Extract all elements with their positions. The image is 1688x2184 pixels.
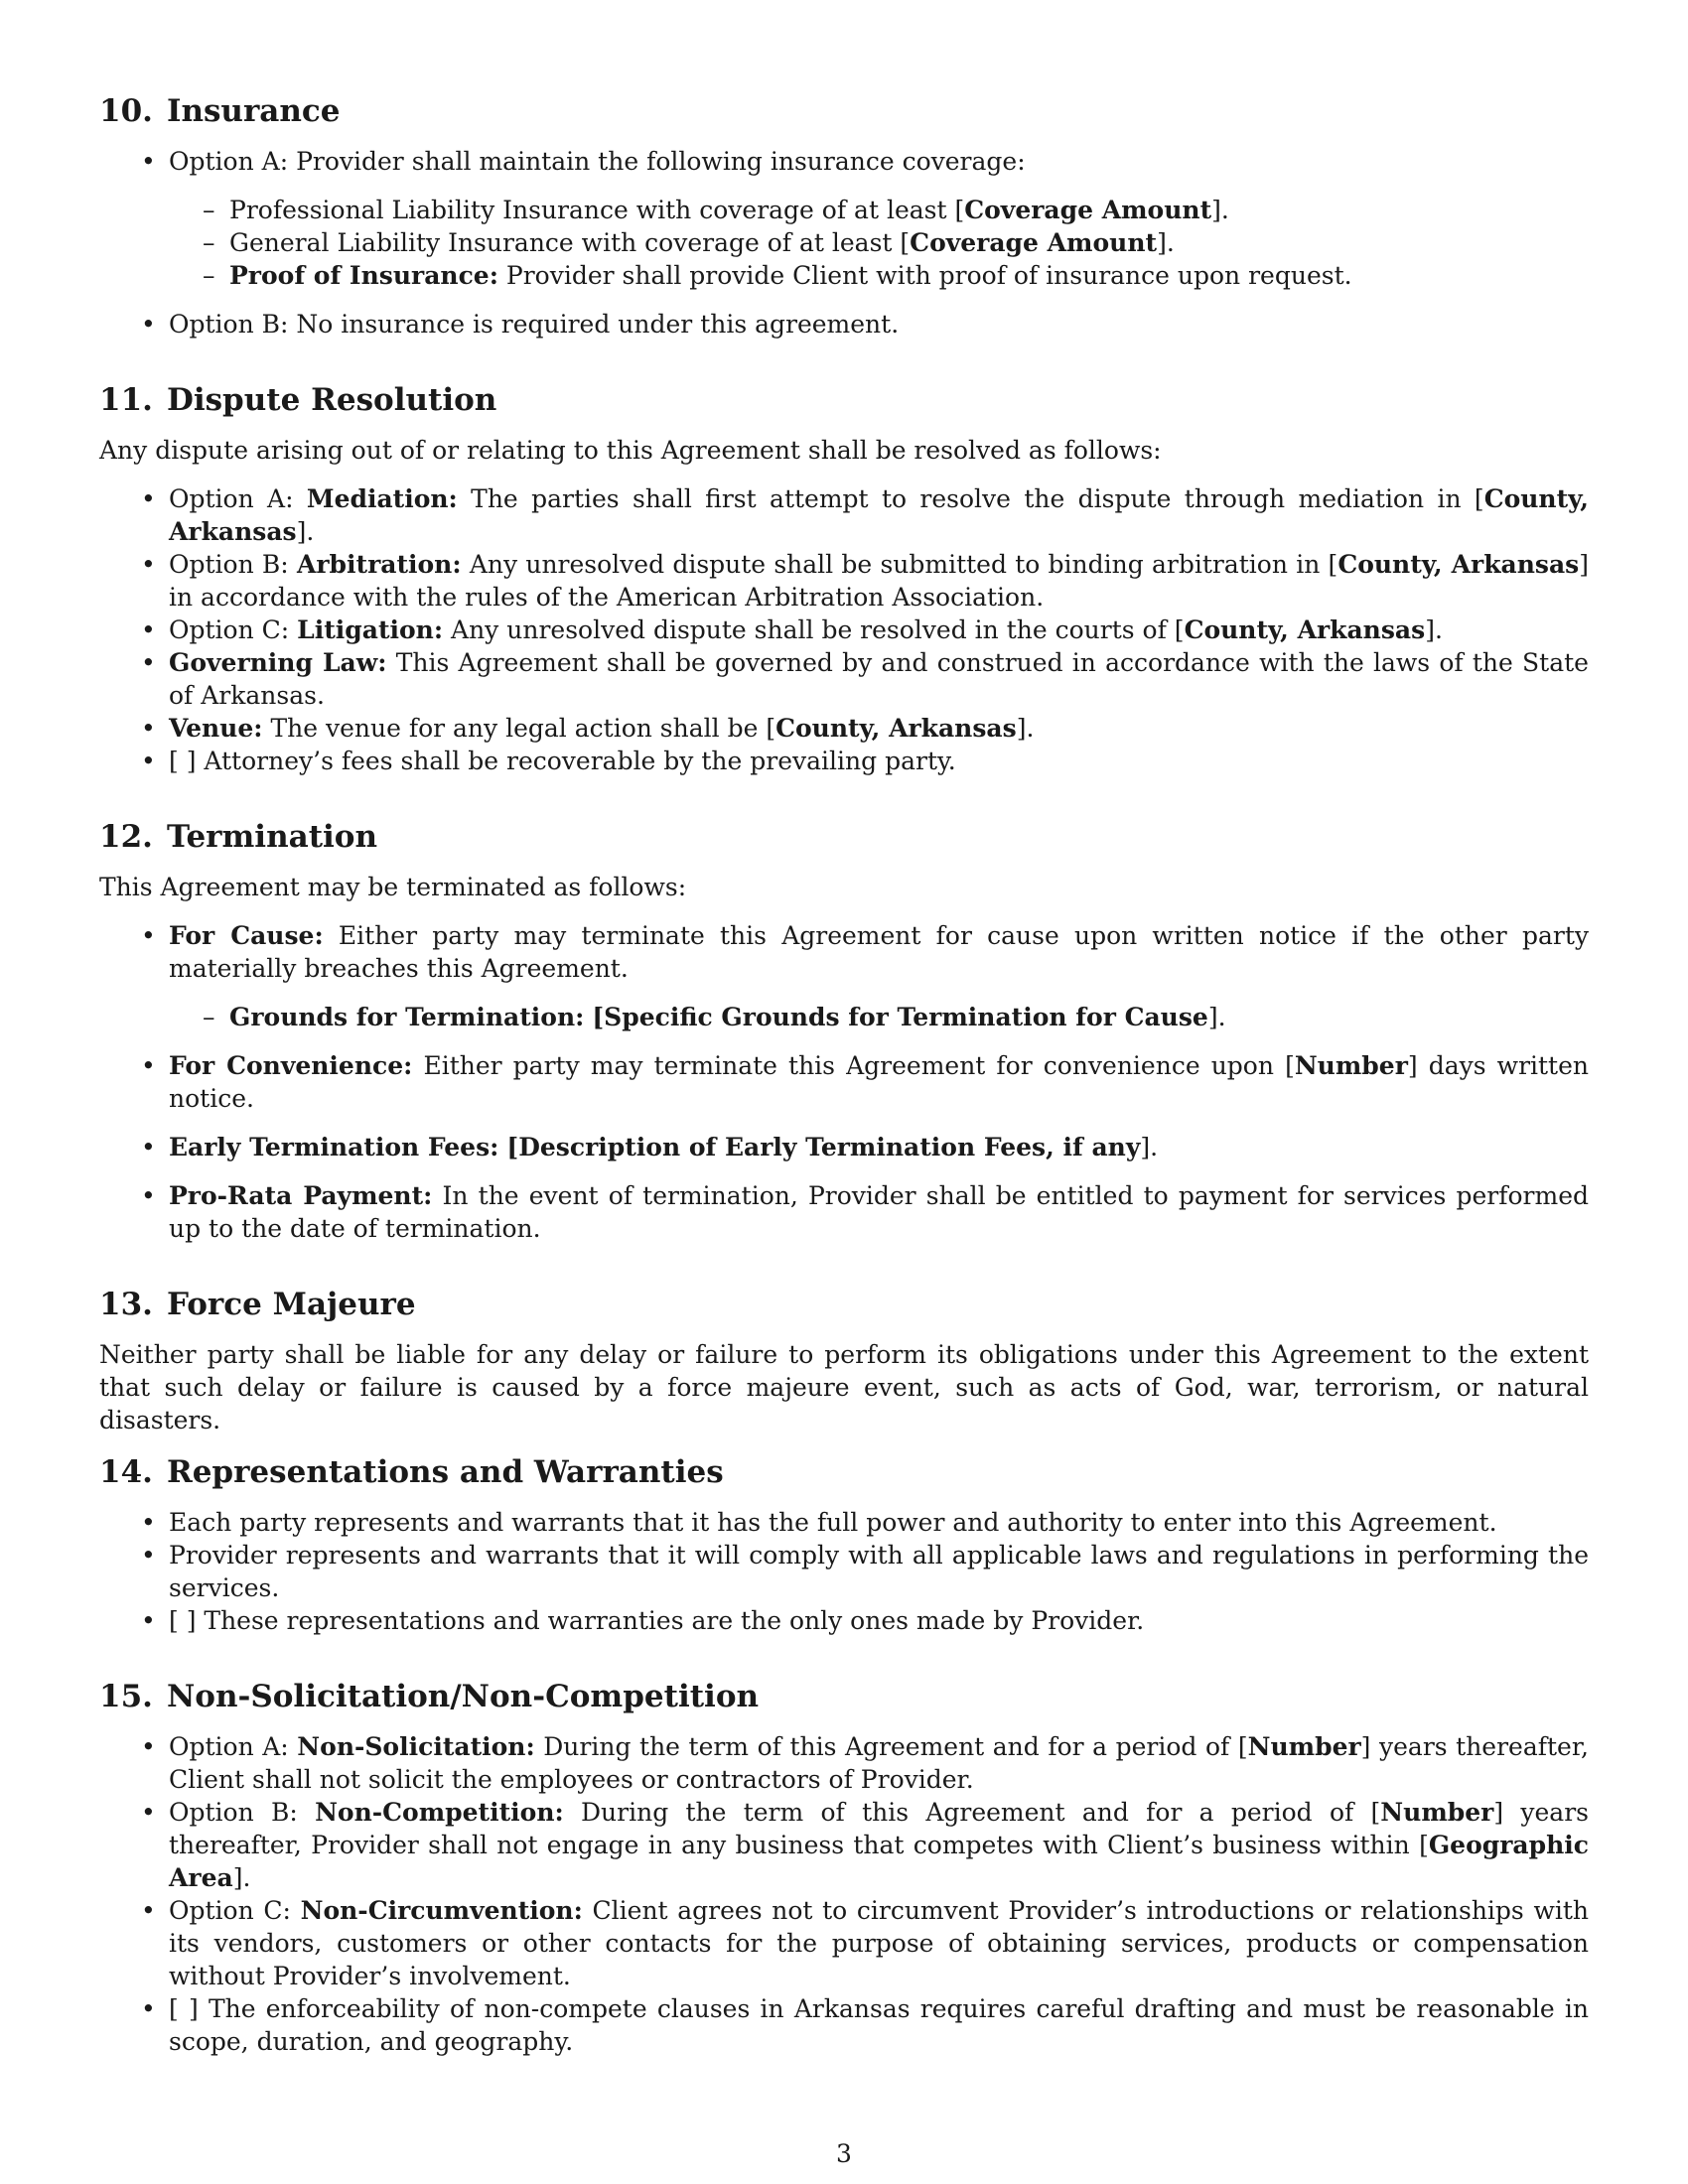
- list-item: • [ ] These representations and warranties are the only ones made by Provider.: [99, 1604, 1589, 1637]
- list-item: • [ ] The enforceability of non-compete clauses in Arkansas requires careful drafting and must be reasonable in scope, duration, and geography.: [99, 1992, 1589, 2058]
- section-termination: [99, 817, 1589, 1245]
- sub-list-item: – Proof of Insurance: Provider shall provide Client with proof of insurance upon request.: [169, 259, 1589, 292]
- list-item: • Option B: Non-Competition: During the term of this Agreement and for a period of [Number] years thereafter, Provider shall not engage in any business that competes with Client’s business within [Geographic Area].: [99, 1796, 1589, 1894]
- bullet-list: [99, 919, 1589, 1245]
- list-item: • Governing Law: This Agreement shall be governed by and construed in accordance with the laws of the State of Arkansas.: [99, 646, 1589, 712]
- list-item: • Option A: Non-Solicitation: During the term of this Agreement and for a period of [Number] years thereafter, Client shall not solicit the employees or contractors of Provider.: [99, 1730, 1589, 1796]
- section-non-solicitation: [99, 1677, 1589, 2058]
- section-body: Neither party shall be liable for any delay or failure to perform its obligations under this Agreement to the extent that such delay or failure is caused by a force majeure event, such as acts of God, war, terrorism, or natural disasters.: [99, 1340, 1589, 1434]
- list-item: • Option B: Arbitration: Any unresolved dispute shall be submitted to binding arbitration in [County, Arkansas] in accordance with the rules of the American Arbitration Association.: [99, 548, 1589, 614]
- list-item: • For Cause: Either party may terminate this Agreement for cause upon written notice if the other party materially breaches this Agreement. – Grounds for Termination: [Specific Grounds for Termination for Cause].: [99, 919, 1589, 1033]
- bullet-list: [99, 145, 1589, 341]
- section-dispute-resolution: [99, 380, 1589, 777]
- section-force-majeure: [99, 1285, 1589, 1436]
- section-heading: 10. Insurance: [99, 93, 341, 129]
- list-item: • For Convenience: Either party may terminate this Agreement for convenience upon [Number] days written notice.: [99, 1049, 1589, 1115]
- section-intro: Any dispute arising out of or relating to this Agreement shall be resolved as follows:: [99, 436, 1162, 465]
- list-item: • Provider represents and warrants that it will comply with all applicable laws and regulations in performing the services.: [99, 1539, 1589, 1604]
- list-item: • Each party represents and warrants that it has the full power and authority to enter into this Agreement.: [99, 1506, 1589, 1539]
- section-heading: 15. Non-Solicitation/Non-Competition: [99, 1679, 760, 1714]
- section-heading: 11. Dispute Resolution: [99, 382, 497, 418]
- sub-list: [169, 194, 1589, 292]
- bullet-list: [99, 482, 1589, 777]
- list-item: • Venue: The venue for any legal action shall be [County, Arkansas].: [99, 712, 1589, 745]
- page-number: 3: [836, 2139, 852, 2168]
- sub-list: [169, 1001, 1589, 1033]
- list-item: • Option C: Non-Circumvention: Client agrees not to circumvent Provider’s introductions or relationships with its vendors, customers or other contacts for the purpose of obtaining services, products or compensation without Provider’s involvement.: [99, 1894, 1589, 1992]
- list-item: • [ ] Attorney’s fees shall be recoverable by the prevailing party.: [99, 745, 1589, 777]
- sub-list-item: – Grounds for Termination: [Specific Grounds for Termination for Cause].: [169, 1001, 1589, 1033]
- bullet-list: [99, 1730, 1589, 2058]
- sub-list-item: – Professional Liability Insurance with coverage of at least [Coverage Amount].: [169, 194, 1589, 226]
- list-item: • Option B: No insurance is required under this agreement.: [99, 308, 1589, 341]
- list-item: • Pro-Rata Payment: In the event of termination, Provider shall be entitled to payment for services performed up to the date of termination.: [99, 1179, 1589, 1245]
- list-item: • Option C: Litigation: Any unresolved dispute shall be resolved in the courts of [County, Arkansas].: [99, 614, 1589, 646]
- document-page: [99, 91, 1589, 2098]
- section-heading: 12. Termination: [99, 819, 378, 855]
- section-representations-warranties: [99, 1452, 1589, 1637]
- list-item: • Option A: Provider shall maintain the following insurance coverage: – Professional Liability Insurance with coverage of at least [Coverage Amount]. – General Liability Insurance with coverage of at least [Coverage Amount]. – Proof of Insurance: Provider shall provide Client with proof of insurance upon request.: [99, 145, 1589, 292]
- list-item: • Option A: Mediation: The parties shall first attempt to resolve the dispute through mediation in [County, Arkansas].: [99, 482, 1589, 548]
- section-heading: 13. Force Majeure: [99, 1287, 416, 1322]
- sub-list-item: – General Liability Insurance with coverage of at least [Coverage Amount].: [169, 226, 1589, 259]
- section-intro: This Agreement may be terminated as follows:: [99, 873, 687, 901]
- list-item: • Early Termination Fees: [Description of Early Termination Fees, if any].: [99, 1131, 1589, 1163]
- section-insurance: [99, 91, 1589, 341]
- section-heading: 14. Representations and Warranties: [99, 1454, 724, 1490]
- bullet-list: [99, 1506, 1589, 1637]
